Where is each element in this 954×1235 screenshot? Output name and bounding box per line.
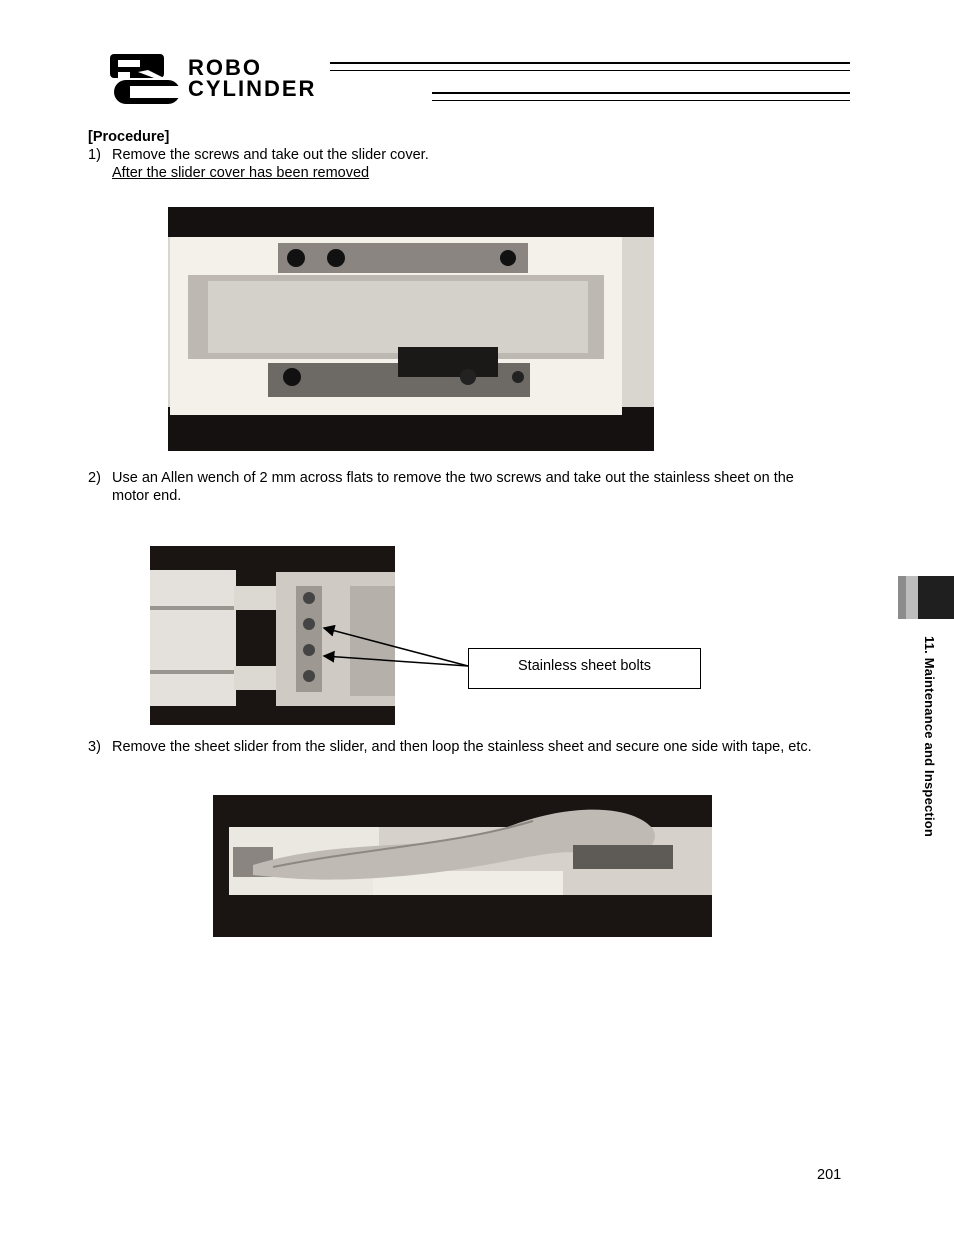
looped-sheet-photo [213,795,712,937]
logo-top-text: ROBO [188,55,262,80]
page-number: 201 [817,1167,842,1183]
section-tab-dark [918,576,954,619]
step2-line2: motor end. [112,488,182,504]
section-side-label: 11. Maintenance and Inspection [922,636,937,838]
logo-bottom-text: CYLINDER [188,76,317,101]
step3-text: Remove the sheet slider from the slider, and then loop the stainless sheet and secure one side with tape, etc. [112,739,812,755]
step3-number: 3) [88,739,101,755]
step2-line1: Use an Allen wench of 2 mm across flats to remove the two screws and take out the stainless sheet on the [112,470,794,486]
stainless-sheet-bolts-callout: Stainless sheet bolts [468,648,701,689]
step1-number: 1) [88,147,101,163]
step1-caption: After the slider cover has been removed [112,165,370,181]
step2-number: 2) [88,470,101,486]
step1-text: Remove the screws and take out the slider cover. [112,147,429,163]
procedure-heading: [Procedure] [88,129,170,145]
section-tab-light [898,576,906,619]
section-tab-mid [906,576,918,619]
